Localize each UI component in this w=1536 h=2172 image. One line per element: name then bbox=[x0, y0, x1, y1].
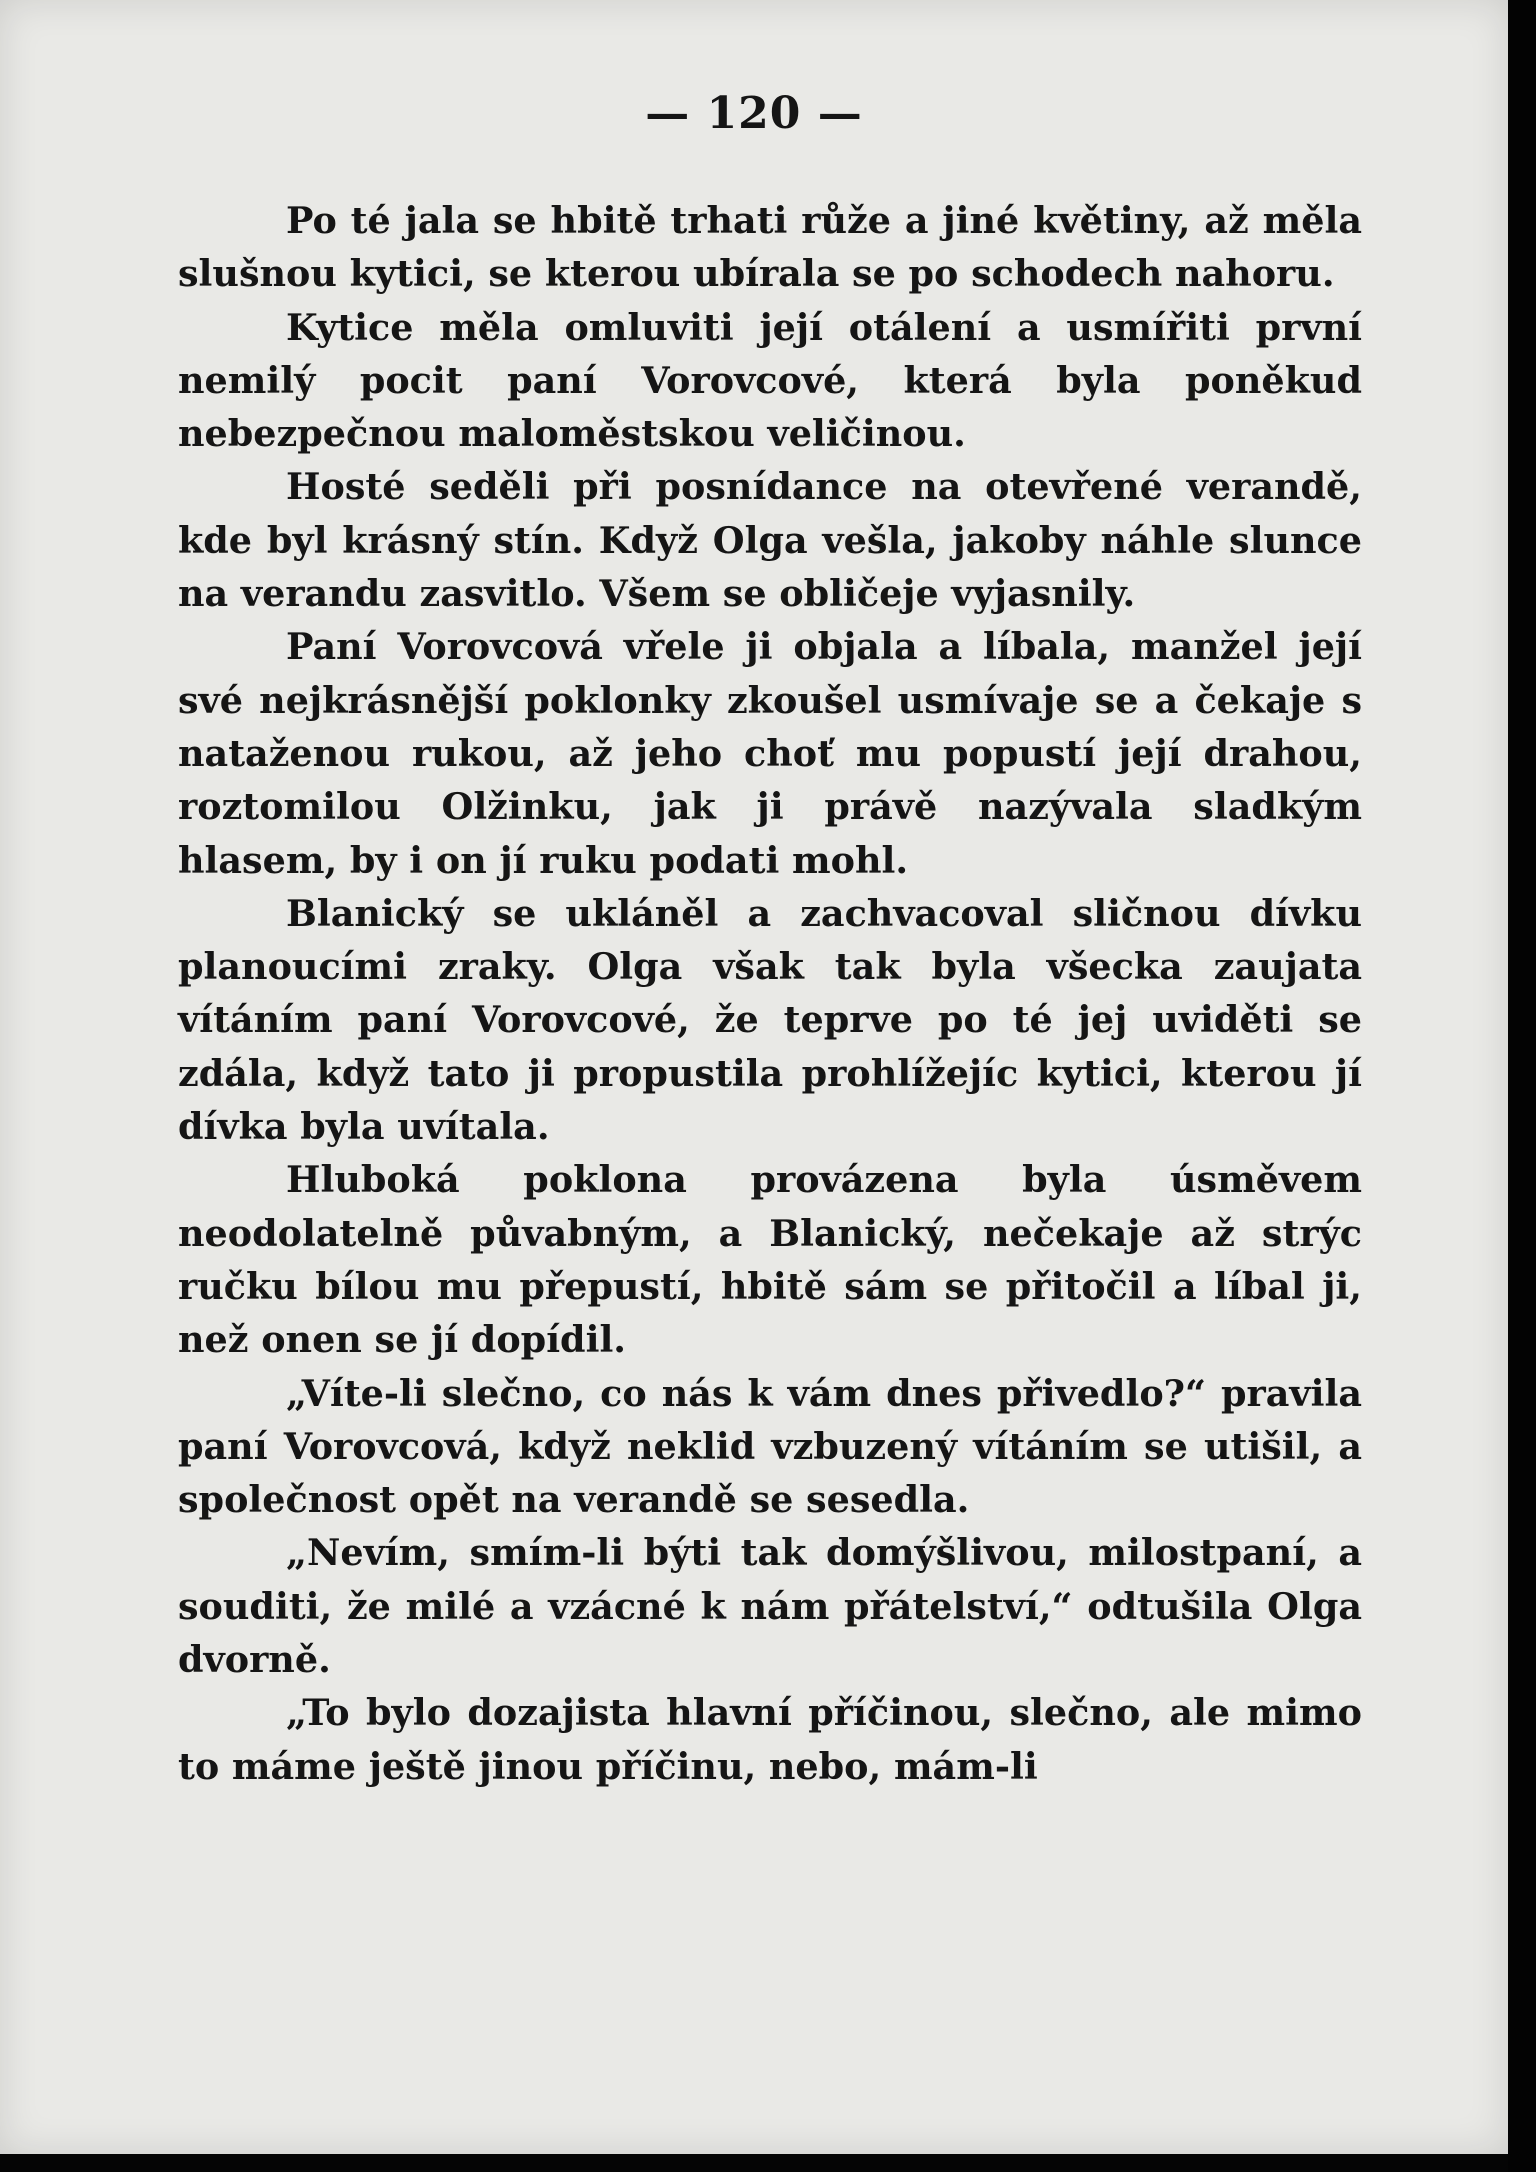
scan-border bbox=[1508, 0, 1536, 2172]
page-text bbox=[178, 194, 1362, 1793]
paragraph: „Nevím, smím-li býti tak domýšlivou, milostpaní, a souditi, že milé a vzácné k nám přátelství,“ odtušila Olga dvorně. bbox=[178, 1531, 1362, 1682]
paragraph: Paní Vorovcová vřele ji objala a líbala, manžel její své nejkrásnější poklonky zkoušel usmívaje se a čekaje s nataženou rukou, až jeho choť mu popustí její drahou, roztomilou Olžinku, jak ji právě nazývala sladkým hlasem, by i on jí ruku podati mohl. bbox=[178, 625, 1362, 882]
paragraph: Hosté seděli při posnídance na otevřené verandě, kde byl krásný stín. Když Olga vešla, jakoby náhle slunce na verandu zasvitlo. Všem se obličeje vyjasnily. bbox=[178, 465, 1362, 616]
paragraph: „Víte-li slečno, co nás k vám dnes přivedlo?“ pravila paní Vorovcová, když neklid vzbuzený vítáním se utišil, a společnost opět na verandě se sesedla. bbox=[178, 1371, 1362, 1522]
paragraph: Kytice měla omluviti její otálení a usmířiti první nemilý pocit paní Vorovcové, která byla poněkud nebezpečnou maloměstskou veličinou. bbox=[178, 305, 1362, 456]
paragraph: „To bylo dozajista hlavní příčinou, slečno, ale mimo to máme ještě jinou příčinu, nebo, mám-li bbox=[178, 1691, 1362, 1788]
page-number: — 120 — bbox=[645, 88, 863, 139]
paragraph: Hluboká poklona provázena byla úsměvem neodolatelně půvabným, a Blanický, nečekaje až strýc ručku bílou mu přepustí, hbitě sám se přitočil a líbal ji, než onen se jí dopídil. bbox=[178, 1158, 1362, 1362]
paragraph: Blanický se ukláněl a zachvacoval sličnou dívku planoucími zraky. Olga však tak byla všecka zaujata vítáním paní Vorovcové, že teprve po té jej uviděti se zdála, když tato ji propustila prohlížejíc kytici, kterou jí dívka byla uvítala. bbox=[178, 891, 1362, 1149]
paragraph: Po té jala se hbitě trhati růže a jiné květiny, až měla slušnou kytici, se kterou ubírala se po schodech nahoru. bbox=[178, 199, 1362, 296]
